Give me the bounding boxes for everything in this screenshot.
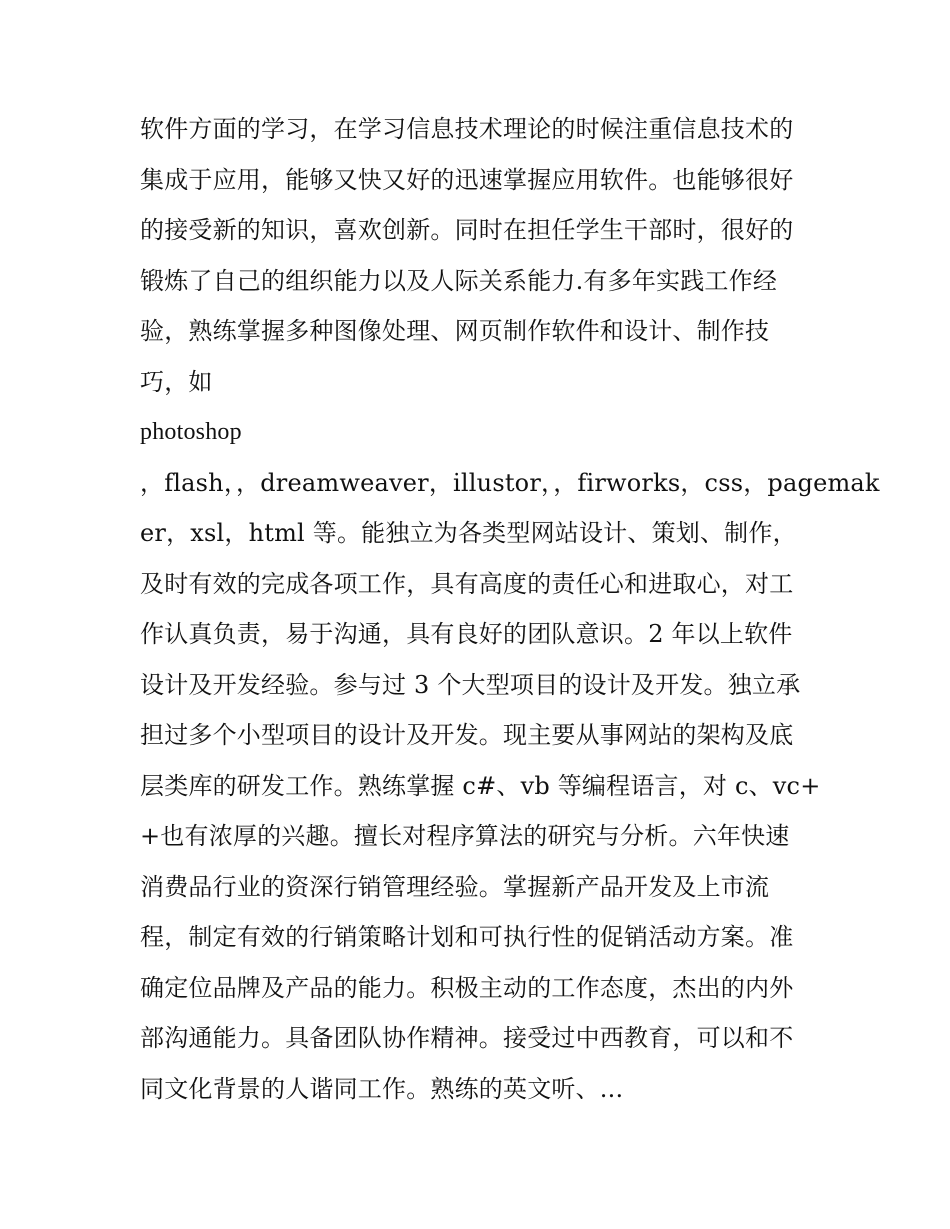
text-line: 部沟通能力。具备团队协作精神。接受过中西教育，可以和不 [140,1024,794,1052]
text-line: 同文化背景的人谐同工作。熟练的英文听、... [140,1074,624,1103]
text-line: 巧，如 [140,367,213,396]
text-line: photoshop [140,419,242,445]
text-line: ，flash，，dreamweaver，illustor，，firworks，css，pagemak [140,468,880,497]
text-line: 软件方面的学习，在学习信息技术理论的时候注重信息技术的 [140,115,794,143]
text-line: er，xsl，html 等。能独立为各类型网站设计、策划、制作， [140,519,797,547]
body-text [140,104,880,1114]
text-line: 及时有效的完成各项工作，具有高度的责任心和进取心，对工 [140,569,794,598]
text-line: 集成于应用，能够又快又好的迅速掌握应用软件。也能够很好 [140,165,794,194]
text-line: +也有浓厚的兴趣。擅长对程序算法的研究与分析。六年快速 [140,822,790,850]
text-line: 程，制定有效的行销策略计划和可执行性的促销活动方案。准 [140,923,794,951]
text-line: 担过多个小型项目的设计及开发。现主要从事网站的架构及底 [140,721,794,749]
text-line: 作认真负责，易于沟通，具有良好的团队意识。2 年以上软件 [140,620,793,648]
text-line: 设计及开发经验。参与过 3 个大型项目的设计及开发。独立承 [140,670,801,699]
text-line: 的接受新的知识，喜欢创新。同时在担任学生干部时，很好的 [140,216,794,244]
text-line: 验，熟练掌握多种图像处理、网页制作软件和设计、制作技 [140,317,770,345]
text-line: 层类库的研发工作。熟练掌握 c#、vb 等编程语言，对 c、vc+ [140,771,821,800]
text-line: 确定位品牌及产品的能力。积极主动的工作态度，杰出的内外 [140,973,794,1002]
text-line: 消费品行业的资深行销管理经验。掌握新产品开发及上市流 [140,872,770,901]
text-line: 锻炼了自己的组织能力以及人际关系能力.有多年实践工作经 [140,266,778,295]
